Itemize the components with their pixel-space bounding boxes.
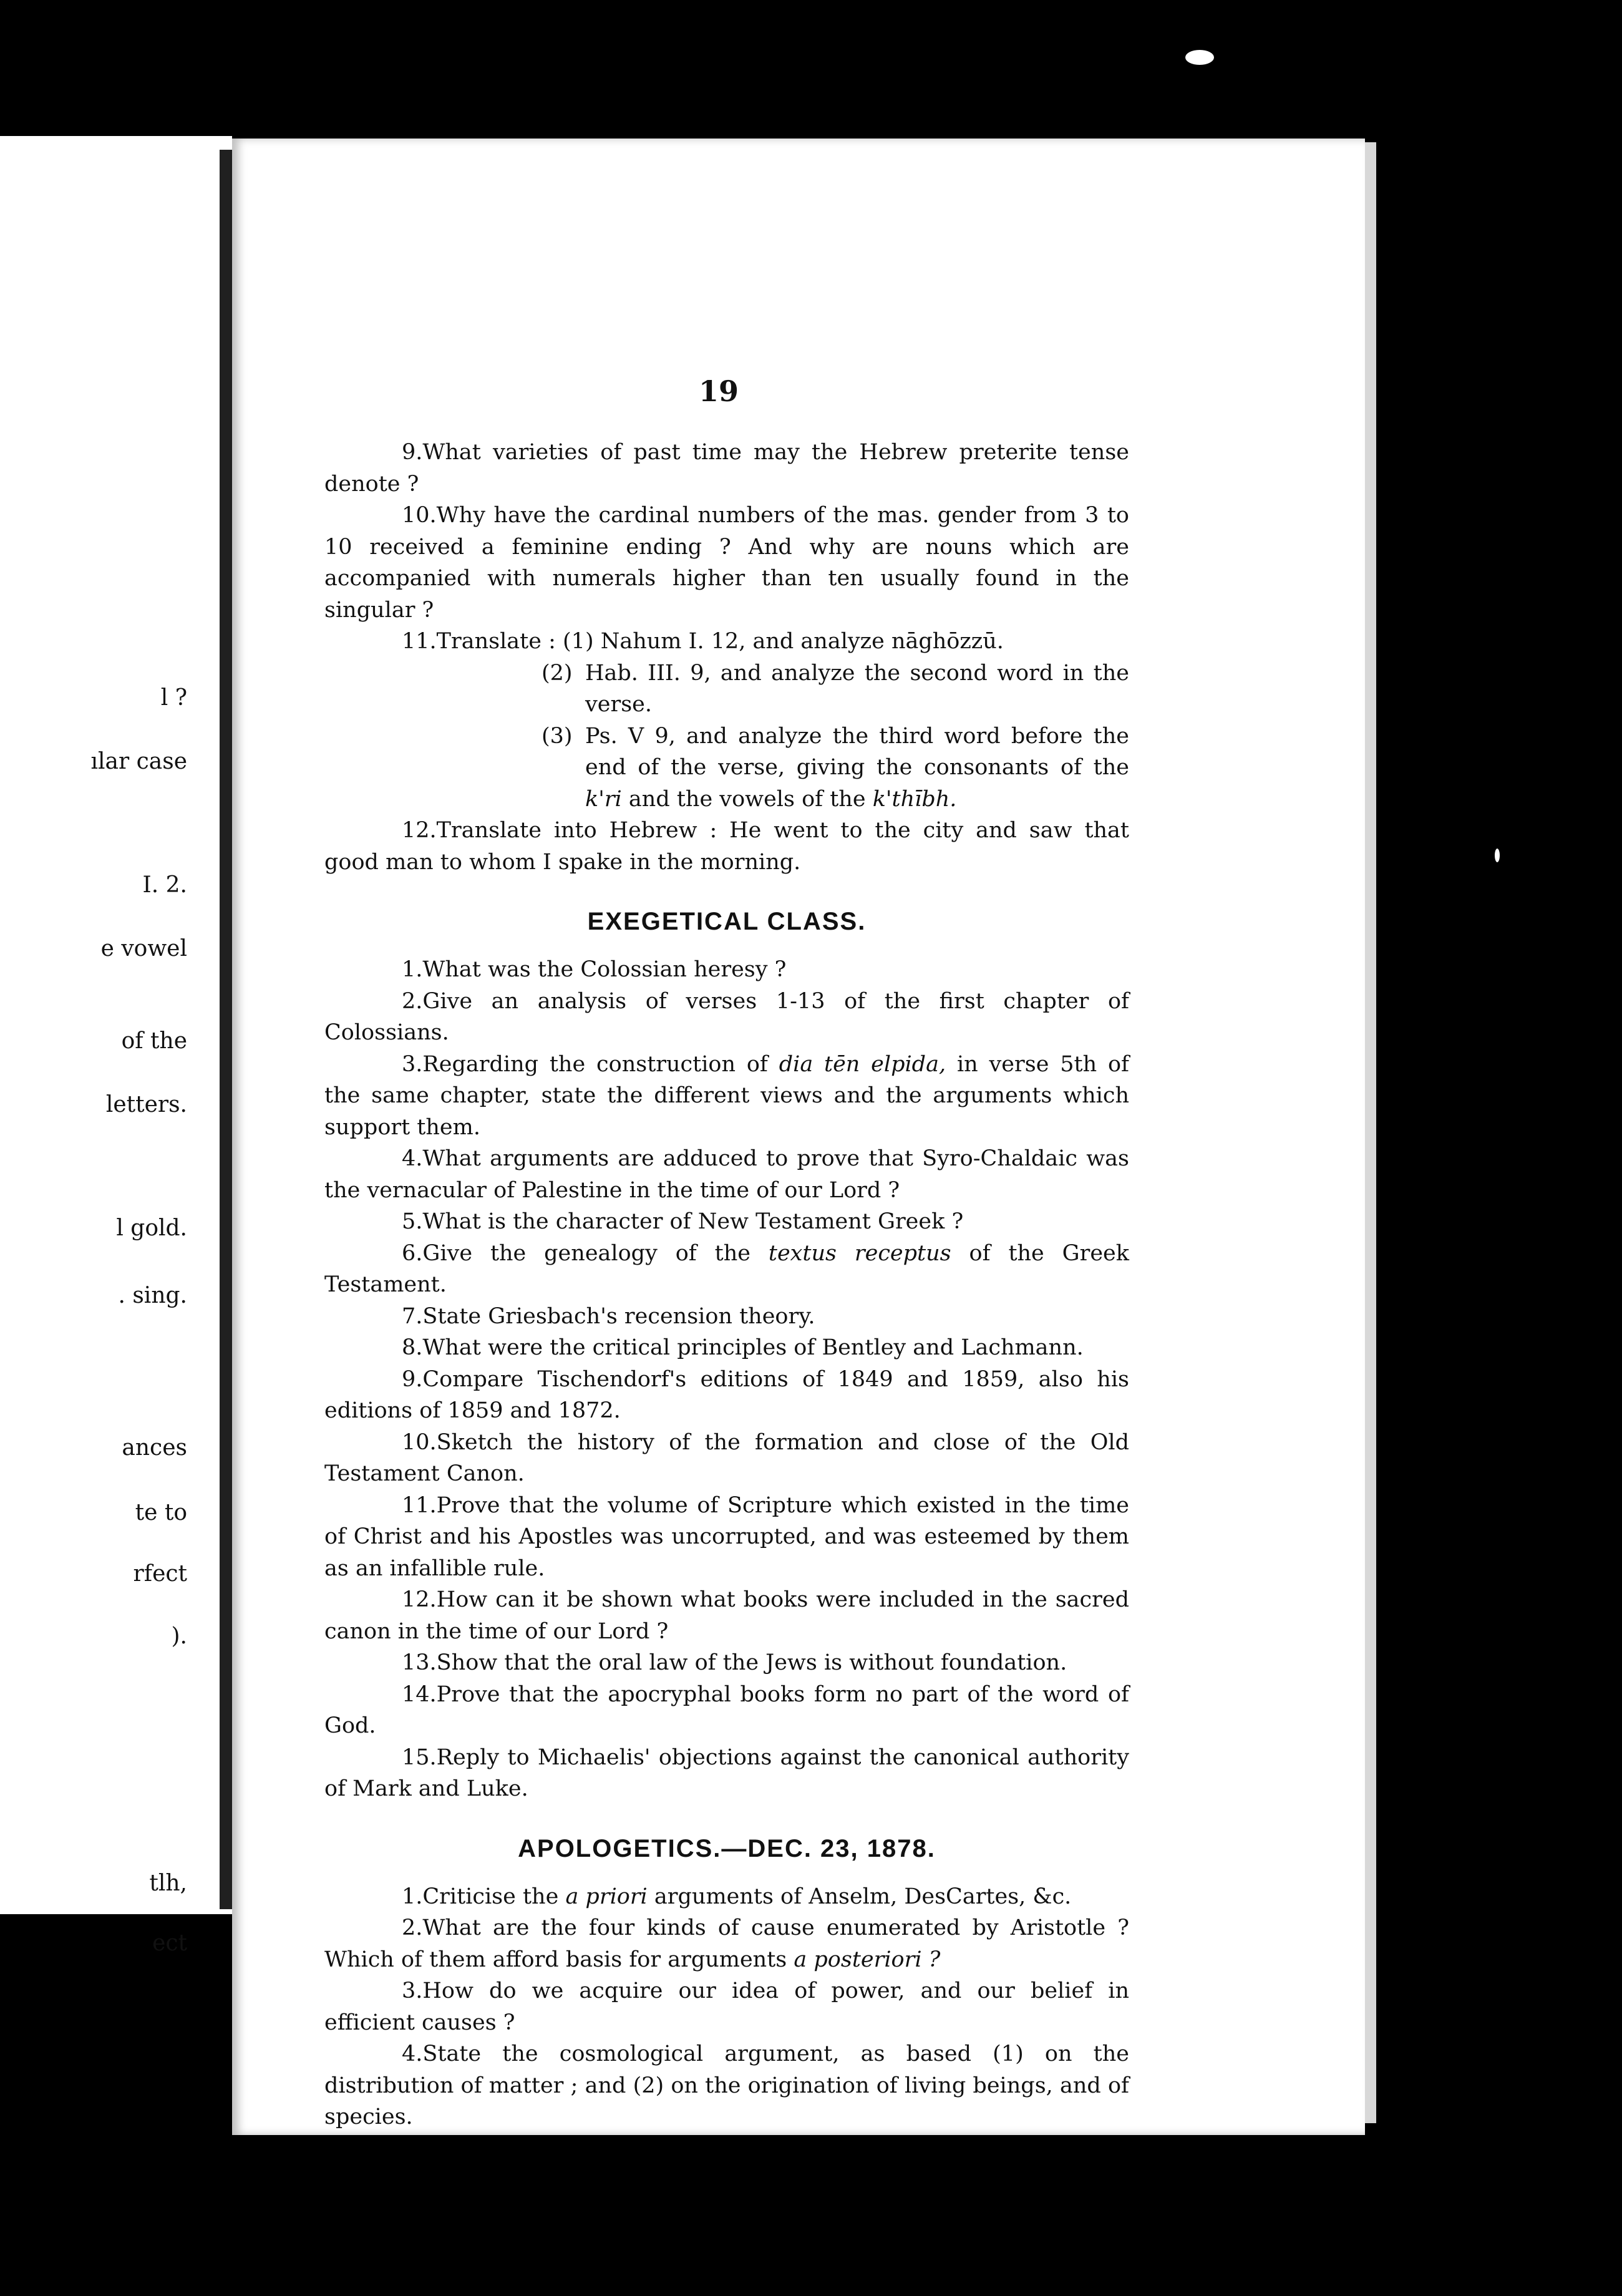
left-page-fragment: l gold.	[116, 1215, 187, 1241]
question: 12.Translate into Hebrew : He went to the city and saw that good man to whom I spake in the morning.	[324, 818, 1129, 875]
question: 8.What were the critical principles of Bentley and Lachmann.	[402, 1335, 1084, 1360]
question: 15.Reply to Michaelis' objections against the canonical authority of Mark and Luke.	[324, 1744, 1129, 1801]
left-page-fragment: ances	[122, 1435, 187, 1461]
left-page-fragment: . sing.	[118, 1283, 187, 1308]
left-page-fragment: e vowel	[100, 936, 187, 961]
left-page-fragment: letters.	[105, 1092, 187, 1117]
question: 9.What varieties of past time may the Hebrew preterite tense denote ?	[324, 440, 1129, 497]
question: 7.State Griesbach's recension theory.	[402, 1303, 815, 1329]
left-page-fragment: ).	[171, 1623, 187, 1649]
left-facing-page	[0, 136, 232, 1956]
left-page-fragment: of the	[121, 1028, 187, 1054]
left-page-fragment: tlh,	[149, 1870, 187, 1896]
question: 4.State the cosmological argument, as based (1) on the distribution of matter ; and (2) on the origination of living beings, and of species.	[324, 2041, 1129, 2129]
scan-speck	[1495, 849, 1500, 862]
left-page-fragment: te to	[135, 1500, 187, 1525]
question-subpart: (3) Ps. V 9, and analyze the third word before the end of the verse, giving the consonants of the k'ri and the vowels of the k'thībh.	[541, 723, 1129, 812]
left-page-fragment: I. 2.	[142, 872, 187, 898]
question: 11.Translate : (1) Nahum I. 12, and analyze nāghōzzū.	[402, 629, 1004, 654]
question: 5.What is the character of New Testament Greek ?	[402, 1209, 964, 1234]
question: 2.Give an analysis of verses 1-13 of the first chapter of Colossians.	[324, 988, 1129, 1045]
section-heading: APOLOGETICS.—DEC. 23, 1878.	[518, 1834, 936, 1862]
question: 4.What arguments are adduced to prove that Syro-Chaldaic was the vernacular of Palestine in the time of our Lord ?	[324, 1146, 1129, 1203]
left-page-fragment: ılar case	[90, 749, 187, 774]
left-page-fragment: rfect	[133, 1561, 187, 1587]
question: 13.Show that the oral law of the Jews is without foundation.	[402, 1650, 1067, 1675]
page-content	[324, 437, 1129, 2133]
exegetical-questions	[324, 954, 1129, 1805]
left-page-fragment: ect	[152, 1930, 187, 1956]
question: 10.Sketch the history of the formation and close of the Old Testament Canon.	[324, 1429, 1129, 1486]
question: 10.Why have the cardinal numbers of the mas. gender from 3 to 10 received a feminine ending ? And why are nouns which are accompanied with numerals higher than ten usually found in the singular ?	[324, 503, 1129, 623]
question: 3.Regarding the construction of dia tēn elpida, in verse 5th of the same chapter, state the different views and the arguments which support them.	[324, 1051, 1129, 1140]
question: 9.Compare Tischendorf's editions of 1849 and 1859, also his editions of 1859 and 1872.	[324, 1366, 1129, 1423]
question: 1.Criticise the a priori arguments of Anselm, DesCartes, &c.	[402, 1884, 1072, 1909]
question: 14.Prove that the apocryphal books form no part of the word of God.	[324, 1681, 1129, 1738]
question: 11.Prove that the volume of Scripture which existed in the time of Christ and his Apostles was uncorrupted, and was esteemed by them as an infallible rule.	[324, 1492, 1129, 1581]
book-gutter	[220, 150, 233, 1909]
question: 6.Give the genealogy of the textus receptus of the Greek Testament.	[324, 1240, 1129, 1297]
question-subpart: (2) Hab. III. 9, and analyze the second word in the verse.	[541, 660, 1129, 717]
question: 2.What are the four kinds of cause enumerated by Aristotle ? Which of them afford basis for arguments a posteriori ?	[324, 1915, 1129, 1972]
question: 12.How can it be shown what books were included in the sacred canon in the time of our Lord ?	[324, 1587, 1129, 1644]
section-heading: EXEGETICAL CLASS.	[587, 908, 867, 935]
apologetics-questions	[324, 1881, 1129, 2133]
left-page-fragment: l ?	[160, 685, 187, 711]
scan-speck	[1185, 50, 1214, 65]
question: 1.What was the Colossian heresy ?	[402, 957, 787, 982]
question: 3.How do we acquire our idea of power, and our belief in efficient causes ?	[324, 1978, 1129, 2035]
page-number: 19	[699, 374, 739, 408]
page-edge	[1365, 142, 1376, 2123]
